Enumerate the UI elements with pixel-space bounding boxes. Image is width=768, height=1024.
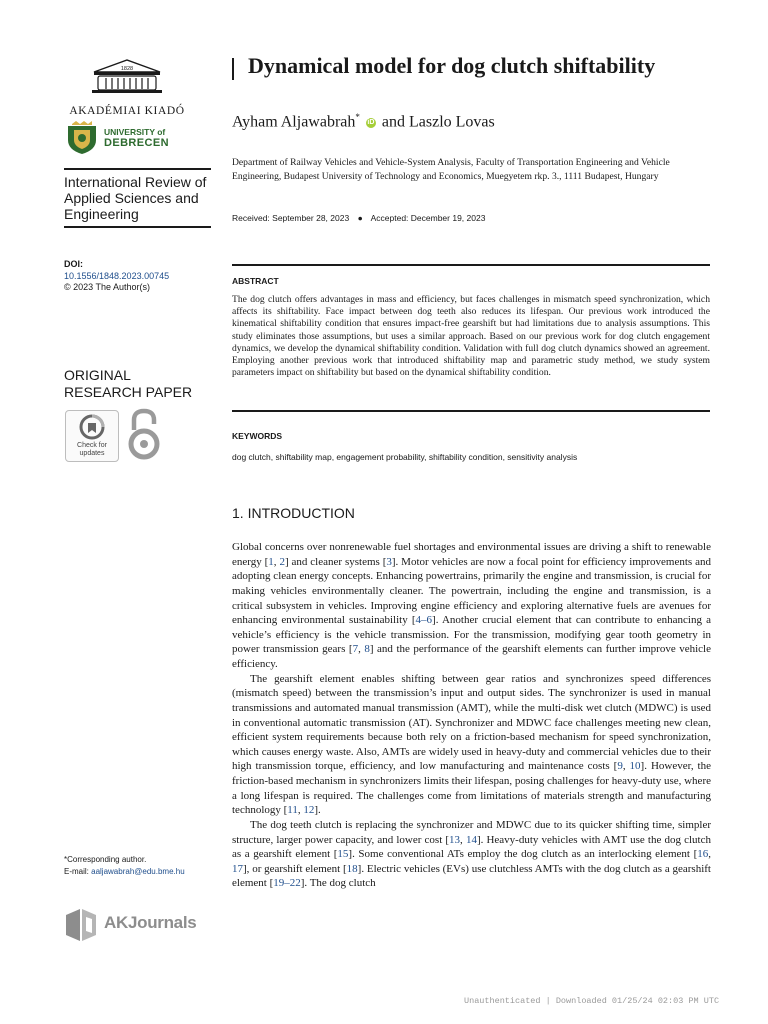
download-footer: Unauthenticated | Downloaded 01/25/24 02:03 PM UTC xyxy=(464,996,720,1006)
doi-link[interactable]: 10.1556/1848.2023.00745 xyxy=(64,270,170,281)
citation-link[interactable]: 11 xyxy=(287,804,298,817)
citation-link[interactable]: 18 xyxy=(346,862,358,875)
citation-link[interactable]: 15 xyxy=(337,848,349,861)
citation-link[interactable]: 3 xyxy=(386,555,392,568)
citation-link[interactable]: 8 xyxy=(364,643,370,656)
citation-link[interactable]: 2 xyxy=(279,555,285,568)
copyright: © 2023 The Author(s) xyxy=(64,282,151,292)
author-1: Ayham Aljawabrah xyxy=(232,113,356,131)
university-line2: DEBRECEN xyxy=(104,137,169,149)
doi-label: DOI: xyxy=(64,259,83,269)
bullet-separator: ● xyxy=(357,213,363,223)
akademiai-kiado-logo xyxy=(64,58,190,117)
citation-link[interactable]: 1 xyxy=(268,555,274,568)
title-bar-accent xyxy=(232,58,234,80)
affiliation: Department of Railway Vehicles and Vehicle-System Analysis, Faculty of Transportation Engineering and Vehicle Engineering, Budapest University of Technology and Economics, Muegyetem rkp. 3., 1111 Budapest, Hungary xyxy=(232,157,670,182)
akjournals-name: AKJournals xyxy=(104,913,197,932)
citation-link[interactable]: 7 xyxy=(352,643,359,656)
university-line1: UNIVERSITY of xyxy=(104,127,166,137)
author-1-mark: * xyxy=(355,112,360,122)
keywords: dog clutch, shiftability map, engagement probability, shiftability condition, sensitivity analysis xyxy=(232,452,578,462)
citation-link[interactable]: 19–22 xyxy=(273,877,301,890)
email-link[interactable]: aaljawabrah@edu.bme.hu xyxy=(91,867,185,876)
corresponding-author-label: Corresponding author. xyxy=(67,855,147,864)
received-date: Received: September 28, 2023 xyxy=(232,213,350,223)
doi-block xyxy=(64,259,169,294)
section-heading: 1. INTRODUCTION xyxy=(232,505,355,521)
building-icon xyxy=(64,58,190,96)
abstract-heading: ABSTRACT xyxy=(232,276,279,286)
accepted-date: Accepted: December 19, 2023 xyxy=(370,213,486,223)
citation-link[interactable]: 13 xyxy=(449,833,461,846)
citation-link[interactable]: 9 xyxy=(617,760,623,773)
citation-link[interactable]: 4–6 xyxy=(415,614,433,627)
citation-link[interactable]: 10 xyxy=(629,760,641,773)
author-2: and Laszlo Lovas xyxy=(381,113,495,131)
abstract-rule-bottom xyxy=(232,410,710,412)
paragraph-2: The gearshift element enables shifting between gear ratios and synchronizes speed differences (mismatch speed) between the transmission’s input and output sides. The synchronizer is used in manual transmissions and automated manual transmission (AMT), while the multi-disk wet clutch (MDWC) is used in conventional automatic transmission (AT). Synchronizer and MDWC face challenges meeting new clean, efficient system requirements because both rely on a friction-based mechanism for speed synchronization, which causes energy waste. Also, AMTs are widely used in heavy-duty and commercial vehicles due to their high transmission torque, efficiency, and low manufacturing and maintenance costs [9, 10]. However, the friction-based mechanism in synchronizers limits their lifespan, posing challenges for heavy-duty use, where a long lifespan is required. The challenges come from limitations of materials strength and manufacturing technology [11, 12]. xyxy=(232,672,711,817)
abstract-rule-top xyxy=(232,264,710,266)
correspondence-block: *Corresponding author. E-mail: aaljawabrah@edu.bme.hu xyxy=(64,855,185,876)
left-rule-bottom xyxy=(64,226,211,228)
paragraph-1: Global concerns over nonrenewable fuel shortages and environmental issues are driving a shift to renewable energy [1, 2] and cleaner systems [3]. Motor vehicles are now a focal point for efficiency improvements and adopting clean energy concepts. Enhancing powertrains, primarily the engine and transmission, is crucial for making vehicles environmentally cleaner. The powertrain, including the engine and transmission, is a critical subsystem in vehicles. Improving engine efficiency and exploring alternative fuels are avenues for enhancing environmental sustainability [4–6]. Another crucial element that can contribute to enhancing a vehicle’s efficiency is the vehicle transmission. For the transmission, modifying gear tooth geometry in power transmission gears [7, 8] and the performance of the gearshift elements can further improve vehicle efficiency. xyxy=(232,541,711,670)
akjournals-logo xyxy=(64,905,214,945)
dates-line xyxy=(232,213,485,223)
abstract-text: The dog clutch offers advantages in mass and efficiency, but faces challenges in mismatch speed synchronization, which affects its shiftability. Face impact between dog teeth also reduces its lifespan. Our previous work introduced the kinematical shiftability condition that ensures impact-free gearshift but had limitations due to analysis assumptions. This study eliminates those assumptions, but uses a similar approach. Based on our previous work for dog clutch engagement dynamics, we develop the dynamical shiftability condition. Validation with full dog clutch dynamics showed an agreement. Employing another previous work that introduced shiftability map and parametric study method, we study system parameters impact on shiftability but based on the dynamical shiftability condition. xyxy=(232,294,710,379)
check-updates-icon xyxy=(79,414,105,440)
authors-line xyxy=(232,112,495,131)
citation-link[interactable]: 14 xyxy=(465,833,477,846)
publisher-name: AKADÉMIAI KIADÓ xyxy=(69,105,185,117)
keywords-heading: KEYWORDS xyxy=(232,431,283,441)
akjournals-book-icon xyxy=(64,907,98,943)
citation-link[interactable]: 17 xyxy=(232,862,243,875)
left-rule-top xyxy=(64,168,211,170)
citation-link[interactable]: 16 xyxy=(697,848,709,861)
citation-link[interactable]: 12 xyxy=(303,804,315,817)
check-updates-label: Check for updates xyxy=(77,442,107,457)
paper-type: ORIGINAL RESEARCH PAPER xyxy=(64,367,193,400)
email-label: E-mail: xyxy=(64,867,89,876)
university-crest-icon xyxy=(64,120,100,156)
paragraph-3: The dog teeth clutch is replacing the synchronizer and MDWC due to its quicker shifting time, simpler structure, larger power capacity, and lower cost [13, 14]. Heavy-duty vehicles with AMT use the dog clutch as a gearshift element [15]. Some conventional ATs employ the dog clutch as an interlocking element [16, 17], or gearshift element [18]. Electric vehicles (EVs) use clutchless AMTs with the dog clutch as a gearshift element [19–22]. The dog clutch xyxy=(232,818,711,890)
publisher-year: 1828 xyxy=(120,66,134,72)
university-of-debrecen-logo xyxy=(64,120,184,156)
body-text xyxy=(232,540,711,891)
article-title: Dynamical model for dog clutch shiftability xyxy=(248,53,656,78)
orcid-icon[interactable]: iD xyxy=(367,119,375,127)
open-access-icon xyxy=(126,408,162,462)
journal-title: International Review of Applied Sciences and Engineering xyxy=(64,174,207,222)
check-for-updates-badge[interactable] xyxy=(65,410,119,462)
